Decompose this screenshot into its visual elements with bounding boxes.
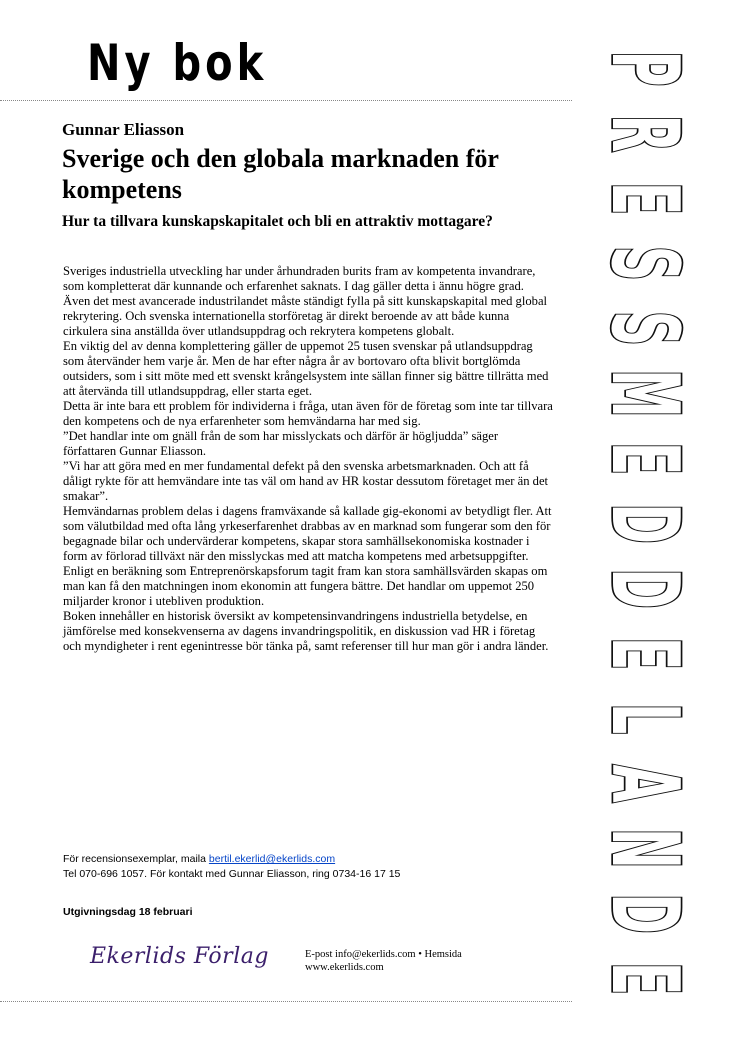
review-request-line	[63, 852, 400, 867]
publisher-contact	[305, 948, 462, 974]
review-request-text: För recensionsexemplar, maila	[63, 853, 209, 865]
banner-letter: S	[591, 245, 699, 282]
author-name: Gunnar Eliasson	[62, 120, 185, 139]
banner-letter: D	[591, 503, 699, 544]
banner-letter: A	[591, 764, 699, 803]
banner-letter: P	[591, 50, 699, 87]
banner-letter: S	[591, 310, 699, 347]
banner-letter: M	[591, 369, 699, 418]
release-date: Utgivningsdag 18 februari	[63, 906, 193, 918]
banner-letter: E	[591, 961, 699, 996]
banner-letter: L	[591, 702, 699, 735]
body-paragraph: ”Vi har att göra med en mer fundamental defekt på den svenska arbetsmarknaden. Och att få dåligt rykte för att hemvändare inte tas väl om hand av HR kostar dessutom företaget mer än det smakar”.	[63, 459, 549, 503]
publisher-logo: Ekerlids Förlag	[90, 944, 269, 969]
banner-letter: E	[591, 441, 699, 476]
body-paragraph: ”Det handlar inte om gnäll från de som har misslyckats och därför är högljudda” säger författaren Gunnar Eliasson.	[63, 429, 499, 458]
bottom-divider	[0, 1001, 572, 1002]
phone-line: Tel 070-696 1057. För kontakt med Gunnar Eliasson, ring 0734-16 17 15	[63, 868, 401, 880]
body-paragraph: Boken innehåller en historisk översikt av kompetensinvandringens industriella betydelse, en jämförelse med konsekvenserna av dagens invandringspolitik, en diskussion vad HR i företag och myndigheter i rent egenintresse bör tänka på, samt referenser till hur man gör i andra länder.	[63, 609, 549, 653]
body-paragraph: Sveriges industriella utveckling har under århundraden burits fram av kompetenta invandrare, som kompletterat där kunnande och erfarenhet saknats. I dag gäller detta i ännu högre grad. Även det mest avancerade industrilandet måste ständigt fylla på sitt kunskapskapital med global rekrytering. Och svenska internationella storföretag är direkt beroende av att både kunna cirkulera sina anställda över utlandsuppdrag och rekrytera kompetens globalt.	[63, 264, 548, 338]
body-paragraph: Hemvändarnas problem delas i dagens framväxande så kallade gig-ekonomi av betydligt fler. Att som välutbildad med ofta lång yrkeserfarenhet drabbas av en marknad som fungerar som den för begagnade bilar och undervärderar kompetens, skapar stora samhällsekonomiska kostnader i form av förlorad tillväxt när den misslyckas med att matcha kompetens med arbetsuppgifter. Enligt en beräkning som Entreprenörskapsforum tagit fram kan stora samhällsvärden skapas om man kan få den matchningen inom ekonomin att fungera bättre. Det handlar om uppemot 250 miljarder kronor i utebliven produktion.	[63, 504, 552, 608]
book-subtitle: Hur ta tillvara kunskapskapitalet och bli en attraktiv mottagare?	[62, 213, 493, 230]
banner-letter: D	[591, 568, 699, 609]
publisher-website: www.ekerlids.com	[305, 962, 384, 973]
banner-letter: E	[591, 636, 699, 671]
banner-letter: R	[591, 114, 699, 153]
banner-letter: N	[591, 827, 699, 870]
publisher-email-line: E-post info@ekerlids.com • Hemsida	[305, 949, 462, 960]
review-email-link[interactable]: bertil.ekerlid@ekerlids.com	[208, 853, 336, 865]
pressmeddelande-banner	[591, 36, 699, 1011]
header-title: Ny bok	[87, 34, 268, 92]
body-paragraph: Detta är inte bara ett problem för individerna i fråga, utan även för de företag som inte tar tillvara den kompetens och de nya erfarenheter som hemvändarna har med sig.	[63, 399, 553, 428]
banner-letter: E	[591, 181, 699, 216]
body-paragraph: En viktig del av denna komplettering gäller de uppemot 25 tusen svenskar på utlandsuppdrag som återvänder hem varje år. Men de har efter några år av bortovaro ofta blivit bortglömda outsiders, som i sitt möte med ett svenskt krångelsystem inte sällan finner sig bättre tillrätta med att återvända till utlandsuppdrag, eller starta eget.	[63, 339, 549, 398]
banner-letter: D	[591, 893, 699, 934]
top-divider	[0, 100, 572, 101]
contact-info	[63, 852, 400, 882]
book-title: Sverige och den globala marknaden för kompetens	[62, 144, 499, 204]
press-release-body	[63, 264, 553, 654]
